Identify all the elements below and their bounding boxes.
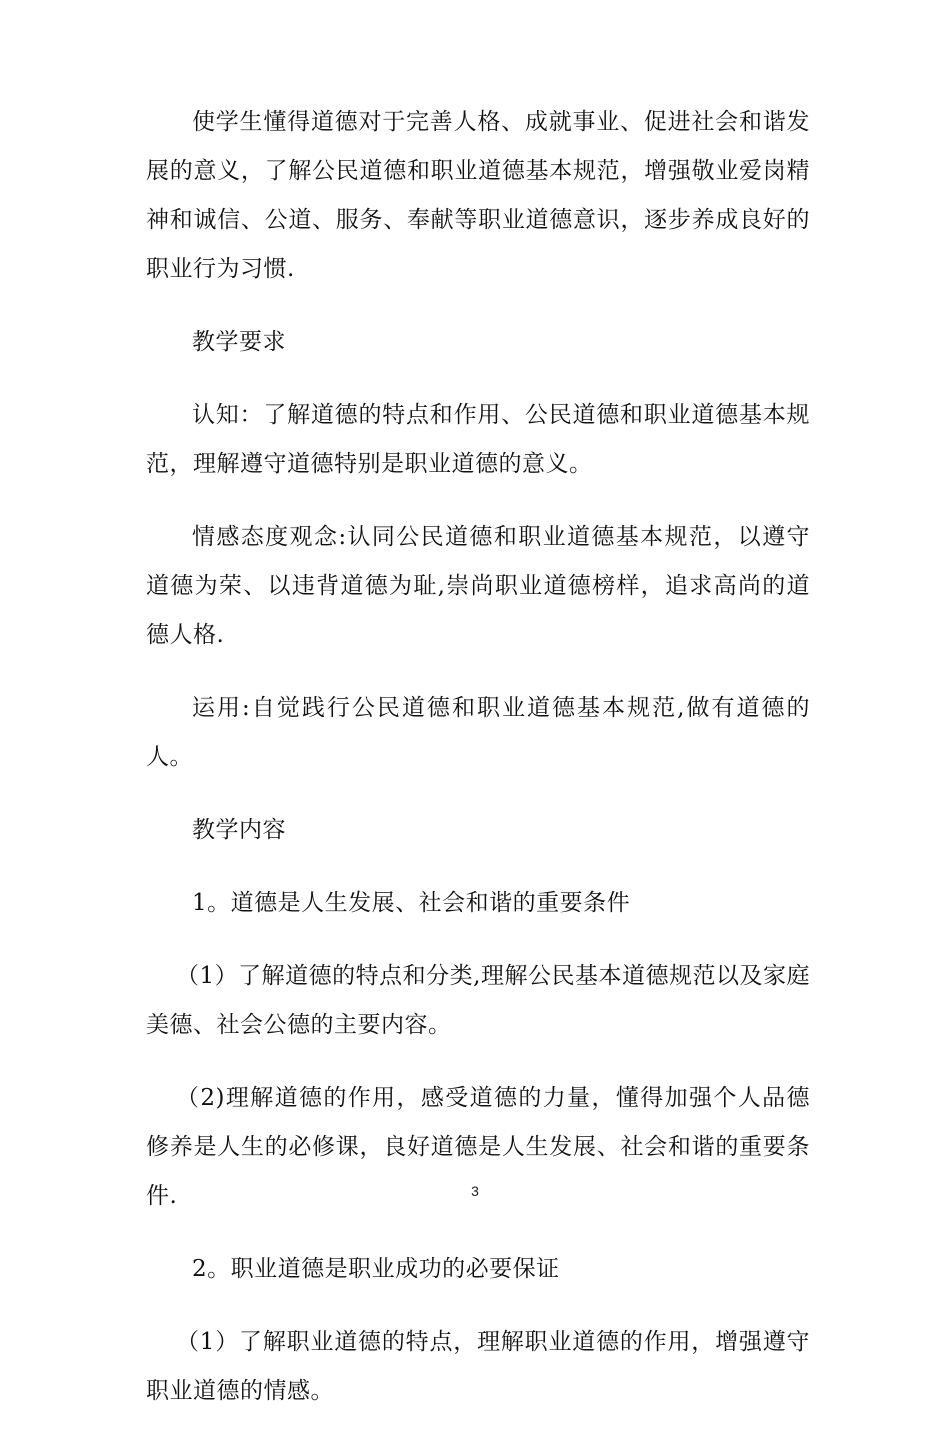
paragraph-attitude: 情感态度观念:认同公民道德和职业道德基本规范，以遵守道德为荣、以违背道德为耻,崇尚职业道德榜样，追求高尚的道德人格. [146, 524, 810, 648]
page-number: 3 [471, 1183, 479, 1199]
heading-teaching-content: 教学内容 [192, 817, 286, 843]
paragraph-cognition: 认知：了解道德的特点和作用、公民道德和职业道德基本规范，理解遵守道德特别是职业道德的意义。 [146, 402, 810, 477]
paragraph-objective: 使学生懂得道德对于完善人格、成就事业、促进社会和谐发展的意义，了解公民道德和职业道德基本规范，增强敬业爱岗精神和诚信、公道、服务、奉献等职业道德意识，逐步养成良好的职业行为习惯. [146, 109, 810, 282]
section-2-item-1: （1）了解职业道德的特点，理解职业道德的作用，增强遵守职业道德的情感。 [146, 1329, 810, 1404]
heading-teaching-requirements: 教学要求 [192, 329, 286, 355]
paragraph-application: 运用:自觉践行公民道德和职业道德基本规范,做有道德的人。 [146, 695, 810, 770]
document-body [146, 98, 810, 1440]
section-2-title: 2。职业道德是职业成功的必要保证 [192, 1256, 560, 1282]
section-1-item-2: （2)理解道德的作用，感受道德的力量，懂得加强个人品德修养是人生的必修课，良好道德是人生发展、社会和谐的重要条件. [146, 1085, 810, 1209]
section-1-item-1: （1）了解道德的特点和分类,理解公民基本道德规范以及家庭美德、社会公德的主要内容。 [146, 963, 810, 1038]
section-1-title: 1。道德是人生发展、社会和谐的重要条件 [192, 890, 631, 916]
